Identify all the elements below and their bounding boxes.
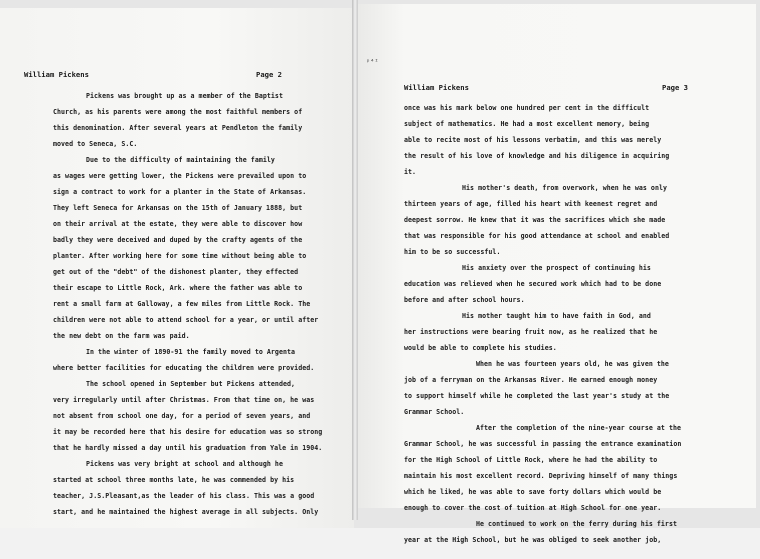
left-line: get out of the "debt" of the dishonest planter, they effected — [53, 268, 299, 276]
right-page — [356, 4, 756, 508]
right-line: once was his mark below one hundred per cent in the difficult — [404, 104, 650, 112]
right-line: before and after school hours. — [404, 296, 525, 304]
left-line: Pickens was very bright at school and although he — [86, 460, 283, 468]
left-line: very irregularly until after Christmas. From that time on, he was — [53, 396, 315, 404]
left-line: moved to Seneca, S.C. — [53, 140, 138, 148]
left-line: this denomination. After several years at Pendleton the family — [53, 124, 303, 132]
right-line: education was relieved when he secured work which had to be done — [404, 280, 662, 288]
right-header-name: William Pickens — [404, 83, 469, 92]
right-line: After the completion of the nine-year course at the — [476, 424, 682, 432]
left-line: on their arrival at the estate, they were able to discover how — [53, 220, 303, 228]
left-line: started at school three months late, he was commended by his — [53, 476, 295, 484]
left-line: as wages were getting lower, the Pickens were prevailed upon to — [53, 172, 307, 180]
left-line: rent a small farm at Galloway, a few miles from Little Rock. The — [53, 300, 311, 308]
right-line: would be able to complete his studies. — [404, 344, 557, 352]
right-line: him to be so successful. — [404, 248, 501, 256]
left-line: the new debt on the farm was paid. — [53, 332, 190, 340]
right-line: He continued to work on the ferry during his first — [476, 520, 677, 528]
right-line: which he liked, he was able to save forty dollars which would be — [404, 488, 662, 496]
right-line: that was responsible for his good attendance at school and enabled — [404, 232, 670, 240]
right-line: His mother's death, from overwork, when he was only — [462, 184, 668, 192]
right-line: subject of mathematics. He had a most excellent memory, being — [404, 120, 650, 128]
left-header-name: William Pickens — [24, 70, 89, 79]
left-header-page: Page 2 — [256, 70, 282, 79]
left-line: sign a contract to work for a planter in the State of Arkansas. — [53, 188, 307, 196]
right-line: for the High School of Little Rock, where he had the ability to — [404, 456, 658, 464]
right-line: When he was fourteen years old, he was given the — [476, 360, 669, 368]
left-line: Church, as his parents were among the most faithful members of — [53, 108, 303, 116]
left-line: where better facilities for educating the children were provided. — [53, 364, 315, 372]
right-line: Grammar School, he was successful in passing the entrance examination — [404, 440, 682, 448]
right-line: it. — [404, 168, 417, 176]
page-gutter — [352, 0, 358, 520]
left-line: it may be recorded here that his desire for education was so strong — [53, 428, 323, 436]
left-line: not absent from school one day, for a period of seven years, and — [53, 412, 311, 420]
right-line: job of a ferryman on the Arkansas River. He earned enough money — [404, 376, 658, 384]
right-line: year at the High School, but he was obliged to seek another job, — [404, 536, 662, 544]
right-line: His anxiety over the prospect of continuing his — [462, 264, 651, 272]
left-line: Pickens was brought up as a member of the Baptist — [86, 92, 283, 100]
left-line: badly they were deceived and duped by the crafty agents of the — [53, 236, 303, 244]
right-header-page: Page 3 — [662, 83, 688, 92]
right-line: able to recite most of his lessons verbatim, and this was merely — [404, 136, 662, 144]
left-line: In the winter of 1890-91 the family moved to Argenta — [86, 348, 296, 356]
right-line: the result of his love of knowledge and his diligence in acquiring — [404, 152, 670, 160]
right-line: Grammar School. — [404, 408, 465, 416]
left-line: start, and he maintained the highest average in all subjects. Only — [53, 508, 319, 516]
right-line: to support himself while he completed the last year's study at the — [404, 392, 670, 400]
left-line: They left Seneca for Arkansas on the 15th of January 1888, but — [53, 204, 303, 212]
left-line: The school opened in September but Pickens attended, — [86, 380, 296, 388]
right-line: deepest sorrow. He knew that it was the sacrifices which she made — [404, 216, 666, 224]
right-line: enough to cover the cost of tuition at High School for one year. — [404, 504, 662, 512]
right-line: His mother taught him to have faith in God, and — [462, 312, 651, 320]
left-line: that he hardly missed a day until his graduation from Yale in 1904. — [53, 444, 323, 452]
left-line: children were not able to attend school for a year, or until after — [53, 316, 319, 324]
right-line: thirteen years of age, filled his heart with keenest regret and — [404, 200, 658, 208]
left-line: their escape to Little Rock, Ark. where the father was able to — [53, 284, 303, 292]
left-line: teacher, J.S.Pleasant,as the leader of his class. This was a good — [53, 492, 315, 500]
left-line: Due to the difficulty of maintaining the family — [86, 156, 275, 164]
right-line: her instructions were bearing fruit now, as he realized that he — [404, 328, 658, 336]
corner-mark: ᵖ⁴ᴵ — [366, 58, 379, 66]
left-line: planter. After working here for some time without being able to — [53, 252, 307, 260]
right-line: maintain his most excellent record. Depriving himself of many things — [404, 472, 678, 480]
